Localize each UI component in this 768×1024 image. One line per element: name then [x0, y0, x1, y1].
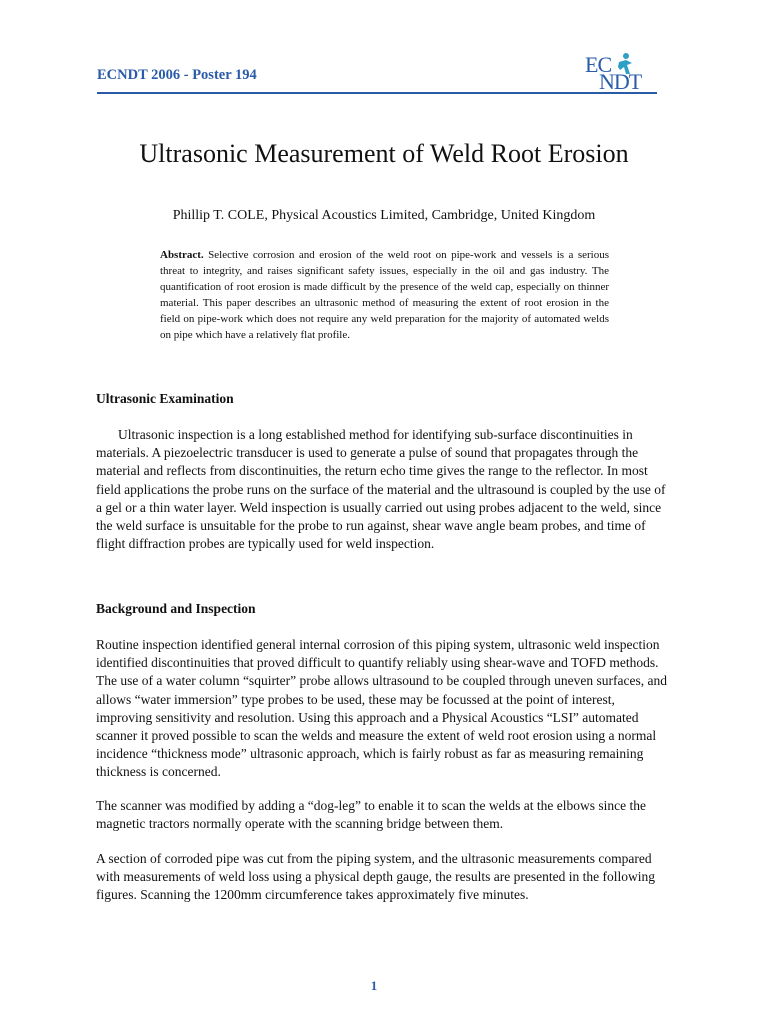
logo-ndt-text: NDT: [599, 69, 642, 94]
ecndt-logo: [585, 52, 657, 92]
paragraph-background-2: The scanner was modified by adding a “dog-leg” to enable it to scan the welds at the elbows since the magnetic tractors normally operate with the scanning bridge between them.: [96, 798, 646, 832]
abstract-text: Selective corrosion and erosion of the weld root on pipe-work and vessels is a serious threat to integrity, and raises significant safety issues, especially in the oil and gas industry. The quantification of root erosion is made difficult by the presence of the weld cap, especially on thinner material. This paper describes an ultrasonic method of measuring the extent of root erosion in the field on pipe-work which does not require any weld preparation for the majority of automated welds on pipe which have a relatively flat profile.: [160, 249, 610, 341]
logo-ec-text: EC: [585, 52, 612, 77]
paper-title: Ultrasonic Measurement of Weld Root Erosion: [139, 139, 629, 168]
section-heading-ultrasonic-examination: Ultrasonic Examination: [96, 391, 234, 406]
abstract-label: Abstract.: [160, 249, 204, 261]
author-affiliation: Phillip T. COLE, Physical Acoustics Limited, Cambridge, United Kingdom: [172, 208, 596, 223]
header-rule: [97, 92, 657, 94]
section-heading-background-inspection: Background and Inspection: [96, 601, 256, 616]
abstract: [160, 247, 609, 343]
logo-figure-icon: [615, 52, 635, 78]
paragraph-background-1: Routine inspection identified general internal corrosion of this piping system, ultrasonic weld inspection identified discontinuities that proved difficult to quantify reliably using shear-wave and TOFD methods. The use of a water column “squirter” probe allows ultrasound to be coupled through uneven surfaces, and allows “water immersion” type probes to be used, these may be focussed at the point of interest, improving sensitivity and resolution. Using this approach and a Physical Acoustics “LSI” automated scanner it proved possible to scan the welds and measure the extent of weld root erosion using a normal incidence “thickness mode” ultrasonic approach, which is fairly robust as far as measuring remaining thickness is concerned.: [96, 637, 667, 780]
paragraph-ultrasonic-examination: Ultrasonic inspection is a long established method for identifying sub-surface discontinuities in materials. A piezoelectric transducer is used to generate a pulse of sound that propagates through the material and reflects from discontinuities, the return echo time gives the range to the reflector. In most field applications the probe runs on the surface of the material and the ultrasound is coupled by the use of a gel or a thin water layer. Weld inspection is usually carried out using probes adjacent to the weld, since the weld surface is unsuitable for the probe to run against, shear wave angle beam probes, and time of flight diffraction probes are typically used for weld inspection.: [96, 427, 666, 552]
paragraph-background-3: A section of corroded pipe was cut from the piping system, and the ultrasonic measurements compared with measurements of weld loss using a physical depth gauge, the results are presented in the following figures. Scanning the 1200mm circumference takes approximately five minutes.: [96, 851, 655, 903]
conference-label: ECNDT 2006 - Poster 194: [97, 67, 257, 83]
page-number: 1: [370, 978, 378, 993]
